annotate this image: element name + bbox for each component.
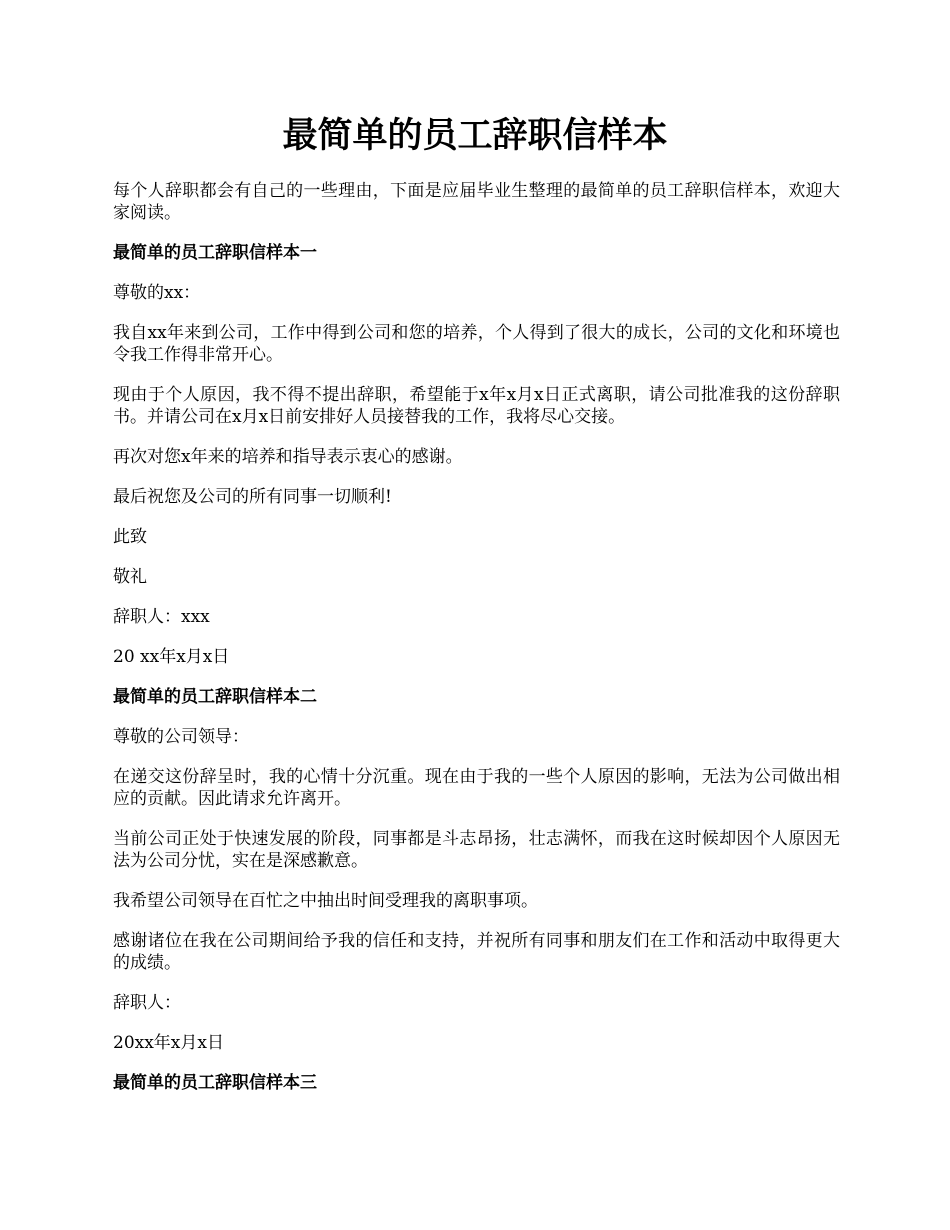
body-paragraph: 现由于个人原因，我不得不提出辞职，希望能于x年x月x日正式离职，请公司批准我的这份辞职书。并请公司在x月x日前安排好人员接替我的工作，我将尽心交接。: [113, 385, 840, 427]
section-heading-1: 最简单的员工辞职信样本一: [113, 243, 317, 263]
body-paragraph: 我希望公司领导在百忙之中抽出时间受理我的离职事项。: [113, 891, 538, 911]
document-title: 最简单的员工辞职信样本: [282, 115, 668, 156]
intro-paragraph: 每个人辞职都会有自己的一些理由，下面是应届毕业生整理的最简单的员工辞职信样本，欢迎大家阅读。: [113, 181, 840, 223]
document-body: [113, 180, 840, 1112]
section-heading-2: 最简单的员工辞职信样本二: [113, 687, 317, 707]
body-paragraph: 在递交这份辞呈时，我的心情十分沉重。现在由于我的一些个人原因的影响，无法为公司做出相应的贡献。因此请求允许离开。: [113, 767, 840, 809]
body-paragraph: 我自xx年来到公司，工作中得到公司和您的培养，个人得到了很大的成长，公司的文化和环境也令我工作得非常开心。: [113, 323, 840, 365]
signature-line: 辞职人：: [113, 993, 181, 1013]
salutation: 尊敬的公司领导：: [113, 727, 249, 747]
signature-line: 辞职人：xxx: [113, 607, 210, 627]
closing-line: 敬礼: [113, 567, 147, 587]
body-paragraph: 感谢诸位在我在公司期间给予我的信任和支持，并祝所有同事和朋友们在工作和活动中取得更大的成绩。: [113, 931, 840, 973]
body-paragraph: 再次对您x年来的培养和指导表示衷心的感谢。: [113, 447, 463, 467]
date-line: 20xx年x月x日: [113, 1033, 224, 1053]
body-paragraph: 当前公司正处于快速发展的阶段，同事都是斗志昂扬，壮志满怀，而我在这时候却因个人原因无法为公司分忧，实在是深感歉意。: [113, 829, 840, 871]
salutation: 尊敬的xx：: [113, 283, 201, 303]
date-line: 20 xx年x月x日: [113, 647, 230, 667]
body-paragraph: 最后祝您及公司的所有同事一切顺利!: [113, 487, 392, 507]
closing-line: 此致: [113, 527, 147, 547]
section-heading-3: 最简单的员工辞职信样本三: [113, 1073, 317, 1093]
